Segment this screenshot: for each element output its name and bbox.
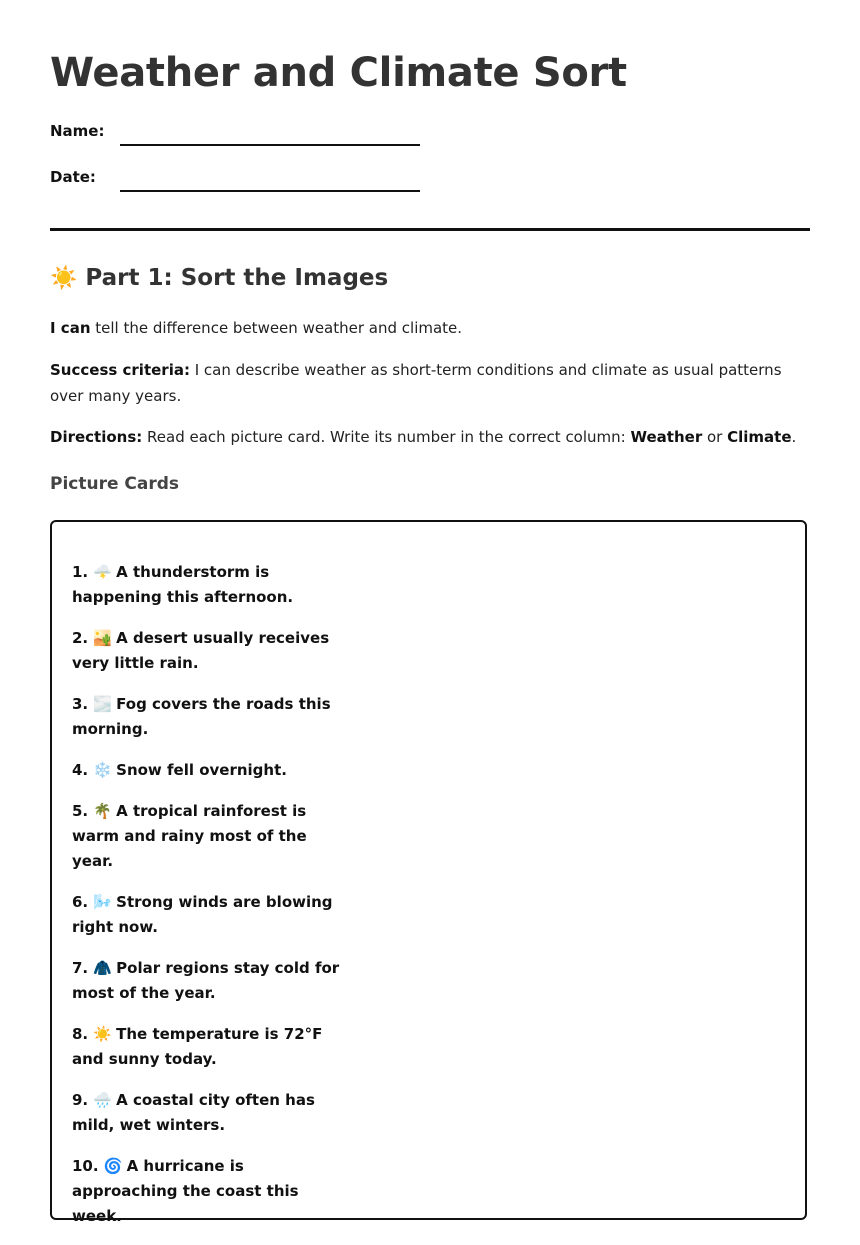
card-text: A desert usually receives very little rain. bbox=[72, 629, 330, 672]
sun-icon: ☀️ bbox=[93, 1025, 112, 1043]
name-field bbox=[50, 122, 450, 152]
card-number: 3. bbox=[72, 695, 89, 713]
picture-card bbox=[72, 560, 342, 610]
card-number: 6. bbox=[72, 893, 89, 911]
success-label: Success criteria: bbox=[50, 361, 190, 379]
card-number: 8. bbox=[72, 1025, 89, 1043]
card-number: 4. bbox=[72, 761, 89, 779]
picture-card bbox=[72, 956, 342, 1006]
picture-card bbox=[72, 626, 342, 676]
picture-card bbox=[72, 1022, 342, 1072]
card-number: 1. bbox=[72, 563, 89, 581]
card-text: A thunderstorm is happening this afternoon. bbox=[72, 563, 294, 606]
i-can-text: tell the difference between weather and climate. bbox=[90, 319, 463, 337]
picture-card bbox=[72, 692, 342, 742]
picture-card bbox=[72, 799, 342, 874]
success-criteria bbox=[50, 357, 810, 409]
wind-icon: 🌬️ bbox=[93, 893, 112, 911]
part1-heading bbox=[50, 265, 388, 291]
card-text: Snow fell overnight. bbox=[116, 761, 287, 779]
card-number: 5. bbox=[72, 802, 89, 820]
card-text: The temperature is 72°F and sunny today. bbox=[72, 1025, 323, 1068]
name-label: Name: bbox=[50, 122, 105, 140]
picture-card bbox=[72, 1088, 342, 1138]
card-text: Polar regions stay cold for most of the year. bbox=[72, 959, 340, 1002]
card-text: A hurricane is approaching the coast this week. bbox=[72, 1157, 299, 1225]
success-text: I can describe weather as short-term conditions and climate as usual patterns over many years. bbox=[50, 361, 782, 405]
directions-or: or bbox=[702, 428, 728, 446]
card-number: 7. bbox=[72, 959, 89, 977]
thunder-cloud-icon: 🌩️ bbox=[93, 563, 112, 581]
card-number: 10. bbox=[72, 1157, 99, 1175]
page-title: Weather and Climate Sort bbox=[50, 50, 627, 96]
card-text: A coastal city often has mild, wet winters. bbox=[72, 1091, 315, 1134]
rain-cloud-icon: 🌧️ bbox=[93, 1091, 112, 1109]
date-field bbox=[50, 168, 450, 198]
picture-card bbox=[72, 890, 342, 940]
picture-card-list bbox=[72, 560, 342, 1245]
directions-label: Directions: bbox=[50, 428, 143, 446]
directions-climate: Climate bbox=[727, 428, 792, 446]
directions-end: . bbox=[791, 428, 797, 446]
picture-cards-heading: Picture Cards bbox=[50, 474, 180, 494]
card-text: Strong winds are blowing right now. bbox=[72, 893, 333, 936]
palm-tree-icon: 🌴 bbox=[93, 802, 112, 820]
snowflake-icon: ❄️ bbox=[93, 761, 112, 779]
directions bbox=[50, 424, 810, 450]
coat-icon: 🧥 bbox=[93, 959, 112, 977]
cyclone-icon: 🌀 bbox=[103, 1157, 123, 1175]
picture-card bbox=[72, 758, 342, 783]
i-can-statement bbox=[50, 315, 810, 341]
date-line[interactable] bbox=[120, 190, 420, 192]
card-number: 2. bbox=[72, 629, 89, 647]
date-label: Date: bbox=[50, 168, 96, 186]
desert-icon: 🏜️ bbox=[93, 629, 112, 647]
section-divider bbox=[50, 228, 810, 231]
fog-icon: 🌫️ bbox=[93, 695, 112, 713]
sun-icon: ☀️ bbox=[50, 266, 78, 291]
part1-heading-text: Part 1: Sort the Images bbox=[85, 265, 389, 291]
card-text: A tropical rainforest is warm and rainy most of the year. bbox=[72, 802, 307, 870]
i-can-label: I can bbox=[50, 319, 91, 337]
picture-card bbox=[72, 1154, 342, 1229]
card-text: Fog covers the roads this morning. bbox=[72, 695, 331, 738]
picture-cards-box bbox=[50, 520, 807, 1225]
directions-text: Read each picture card. Write its number in the correct column: bbox=[142, 428, 631, 446]
card-number: 9. bbox=[72, 1091, 89, 1109]
name-line[interactable] bbox=[120, 144, 420, 146]
directions-weather: Weather bbox=[630, 428, 703, 446]
